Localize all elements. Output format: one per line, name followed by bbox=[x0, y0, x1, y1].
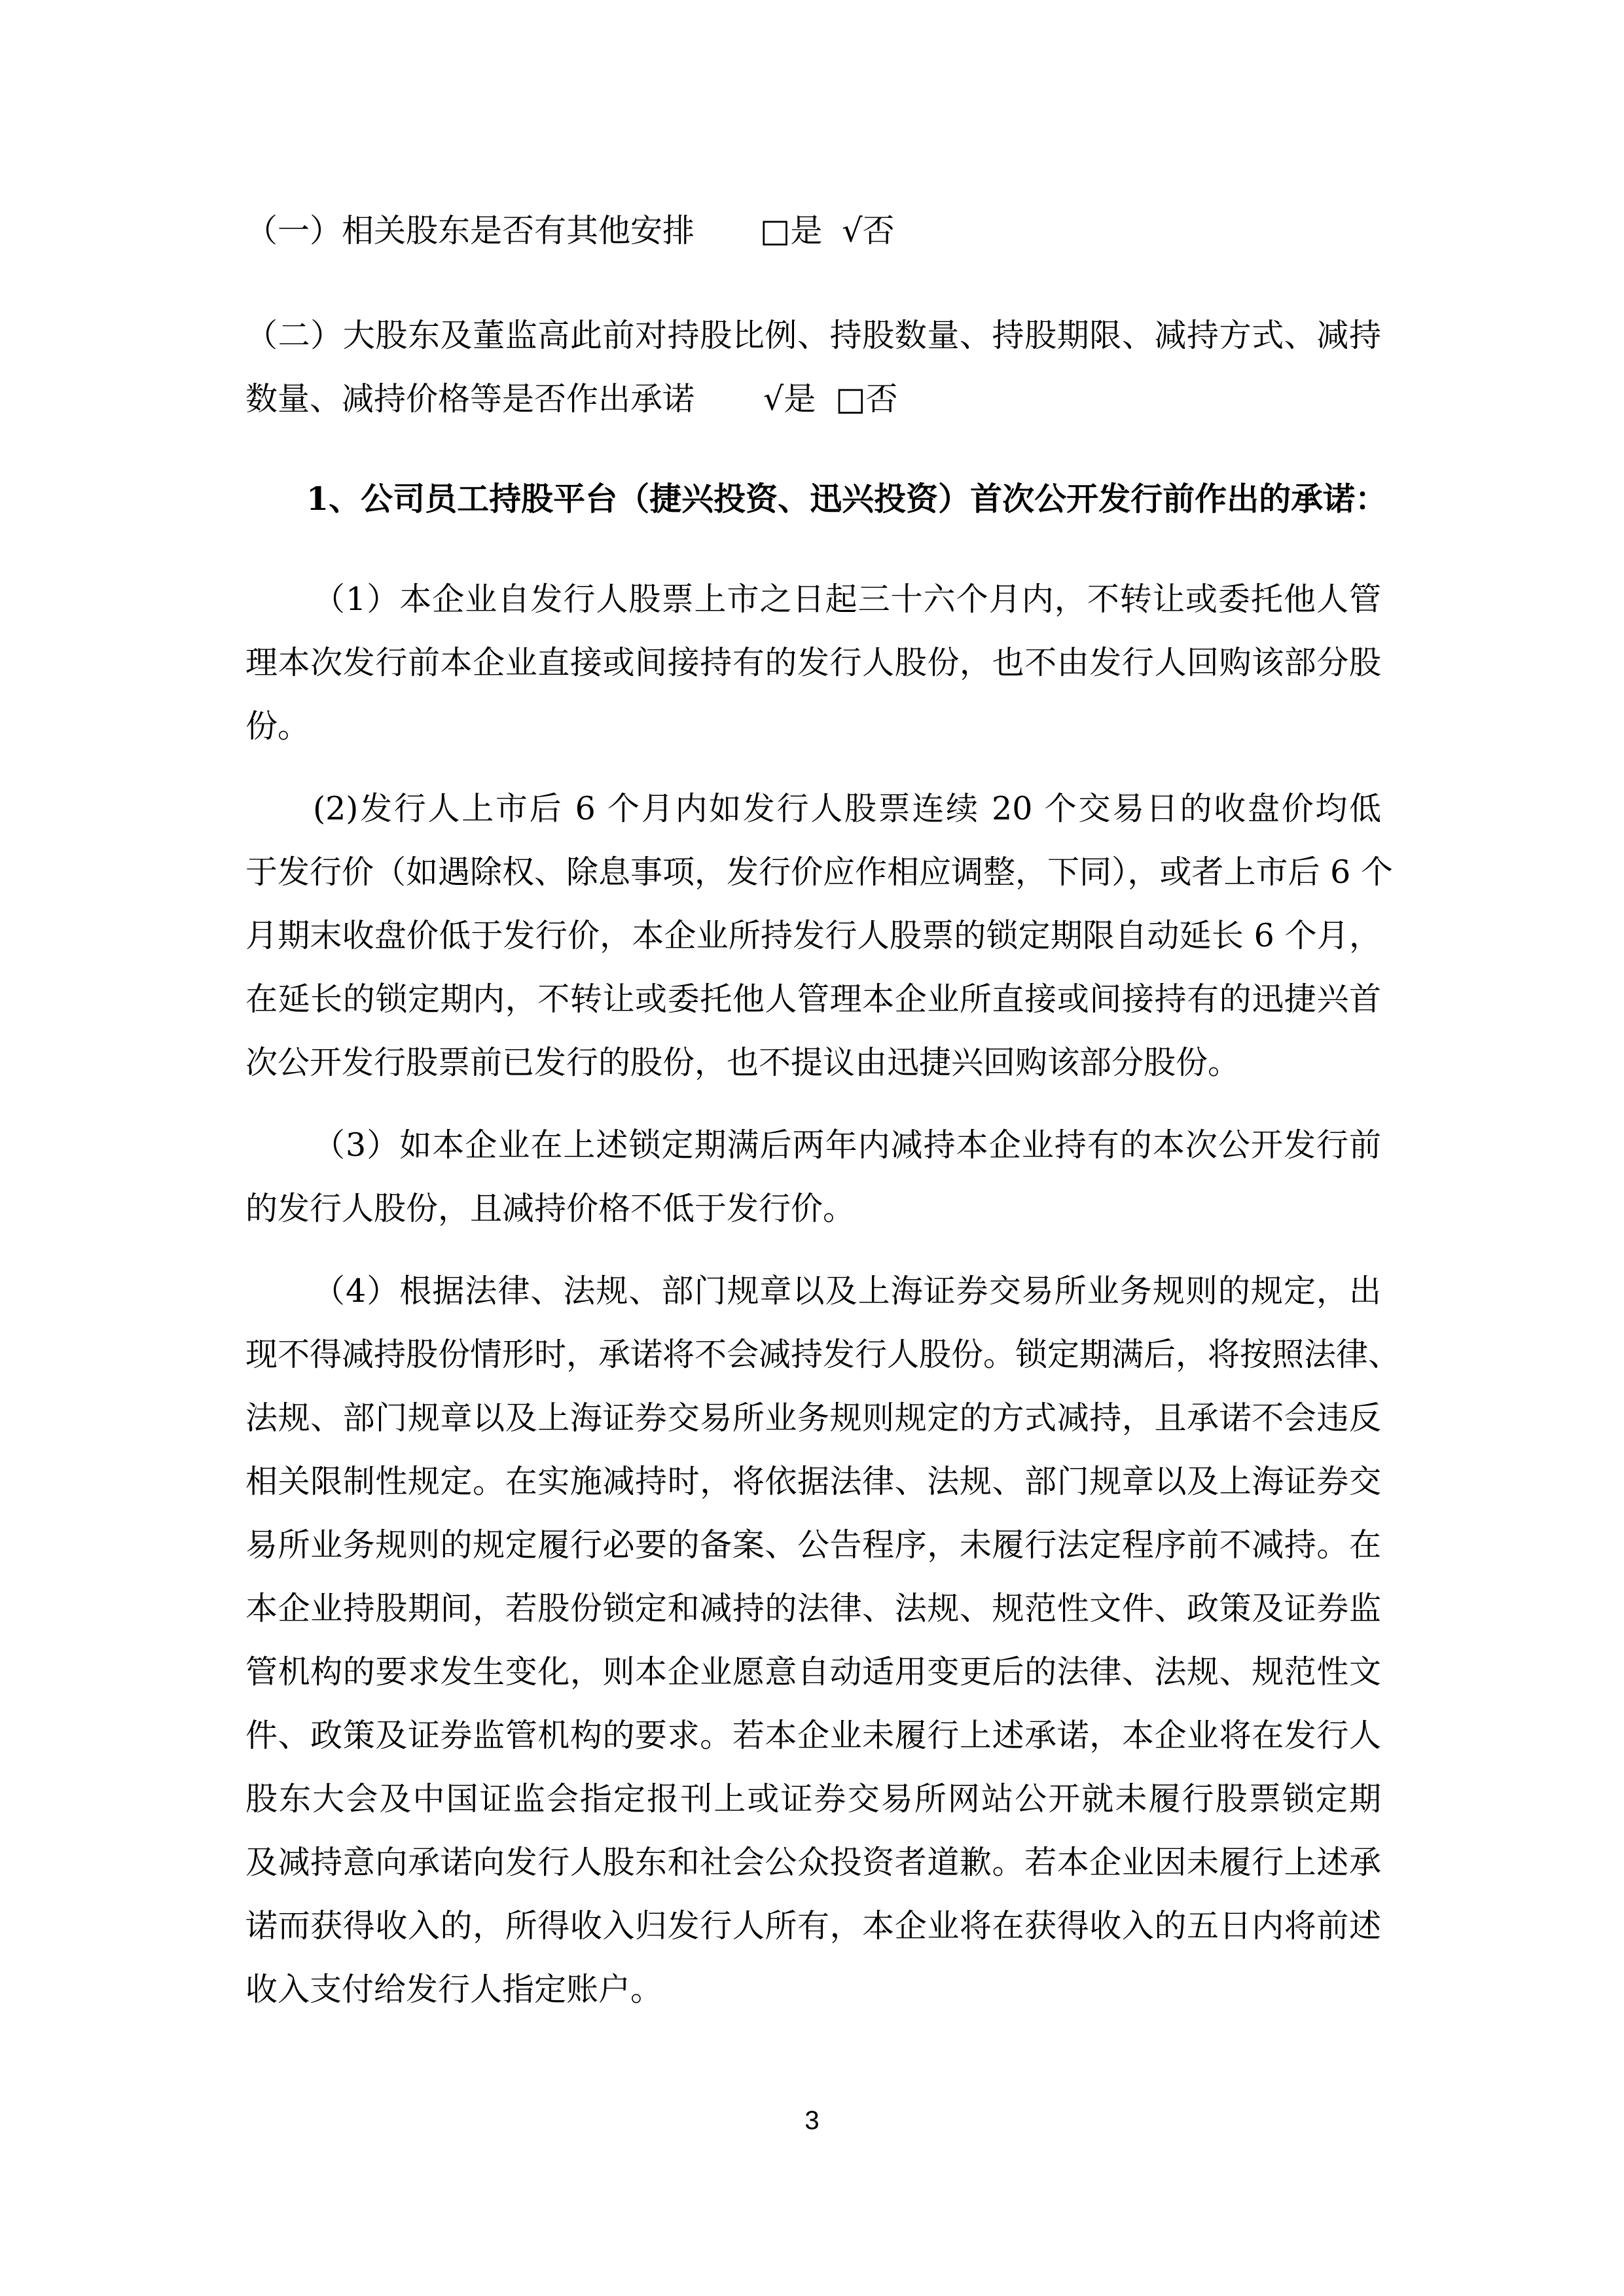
paragraph-4-line: 相关限制性规定。在实施减持时，将依据法律、法规、部门规章以及上海证券交 bbox=[245, 1463, 1381, 1500]
paragraph-3-line: 的发行人股份，且减持价格不低于发行价。 bbox=[245, 1190, 856, 1227]
checkmark-yes-checked-icon: √ bbox=[763, 380, 784, 418]
paragraph-4-line: 诺而获得收入的，所得收入归发行人所有，本企业将在获得收入的五日内将前述 bbox=[245, 1907, 1381, 1945]
paragraph-3-line: （3）如本企业在上述锁定期满后两年内减持本企业持有的本次公开发行前 bbox=[313, 1126, 1381, 1164]
question-other-arrangements bbox=[245, 211, 1381, 251]
page-number: 3 bbox=[804, 2106, 820, 2135]
option-yes-label: 是 bbox=[784, 380, 816, 418]
paragraph-4-line: 管机构的要求发生变化，则本企业愿意自动适用变更后的法律、法规、规范性文 bbox=[245, 1653, 1381, 1691]
paragraph-2-line: 次公开发行股票前已发行的股份，也不提议由迅捷兴回购该部分股份。 bbox=[245, 1044, 1240, 1081]
paragraph-4-line: 本企业持股期间，若股份锁定和减持的法律、法规、规范性文件、政策及证券监 bbox=[245, 1590, 1381, 1627]
paragraph-1-line: 理本次发行前本企业直接或间接持有的发行人股份，也不由发行人回购该部分股 bbox=[245, 644, 1381, 681]
question-commitment-line-1: （二）大股东及董监高此前对持股比例、持股数量、持股期限、减持方式、减持 bbox=[245, 317, 1381, 354]
checkbox-no-unchecked: □ bbox=[835, 380, 866, 418]
paragraph-1-line: （1）本企业自发行人股票上市之日起三十六个月内，不转让或委托他人管 bbox=[313, 581, 1381, 618]
paragraph-2-line: 在延长的锁定期内，不转让或委托他人管理本企业所直接或间接持有的迅捷兴首 bbox=[245, 980, 1381, 1018]
option-no-label: 否 bbox=[862, 212, 895, 249]
paragraph-4-line: 收入支付给发行人指定账户。 bbox=[245, 1971, 663, 2008]
paragraph-2-line: 于发行价（如遇除权、除息事项，发行价应作相应调整，下同），或者上市后 6 个 bbox=[245, 853, 1393, 891]
option-yes-label: 是 bbox=[790, 212, 823, 249]
question-commitment-line-2 bbox=[245, 380, 1381, 419]
paragraph-4-line: 现不得减持股份情形时，承诺将不会减持发行人股份。锁定期满后，将按照法律、 bbox=[245, 1336, 1401, 1373]
question-text: （一）相关股东是否有其他安排 bbox=[245, 212, 695, 249]
paragraph-1-line: 份。 bbox=[245, 708, 310, 745]
paragraph-4-line: （4）根据法律、法规、部门规章以及上海证券交易所业务规则的规定，出 bbox=[313, 1272, 1381, 1310]
paragraph-4-line: 件、政策及证券监管机构的要求。若本企业未履行上述承诺，本企业将在发行人 bbox=[245, 1717, 1381, 1754]
paragraph-4-line: 股东大会及中国证监会指定报刊上或证券交易所网站公开就未履行股票锁定期 bbox=[245, 1780, 1381, 1818]
paragraph-2-line: (2)发行人上市后 6 个月内如发行人股票连续 20 个交易日的收盘价均低 bbox=[313, 790, 1381, 827]
paragraph-4-line: 及减持意向承诺向发行人股东和社会公众投资者道歉。若本企业因未履行上述承 bbox=[245, 1844, 1381, 1881]
section-heading: 1、公司员工持股平台（捷兴投资、迅兴投资）首次公开发行前作出的承诺： bbox=[306, 480, 1388, 518]
paragraph-4-line: 法规、部门规章以及上海证券交易所业务规则规定的方式减持，且承诺不会违反 bbox=[245, 1399, 1381, 1437]
paragraph-4-line: 易所业务规则的规定履行必要的备案、公告程序，未履行法定程序前不减持。在 bbox=[245, 1526, 1381, 1564]
question-text: 数量、减持价格等是否作出承诺 bbox=[245, 380, 695, 418]
checkmark-no-checked-icon: √ bbox=[842, 212, 863, 249]
option-no-label: 否 bbox=[865, 380, 898, 418]
paragraph-2-line: 月期末收盘价低于发行价，本企业所持发行人股票的锁定期限自动延长 6 个月， bbox=[245, 917, 1381, 954]
checkbox-yes-unchecked: □ bbox=[760, 212, 791, 249]
